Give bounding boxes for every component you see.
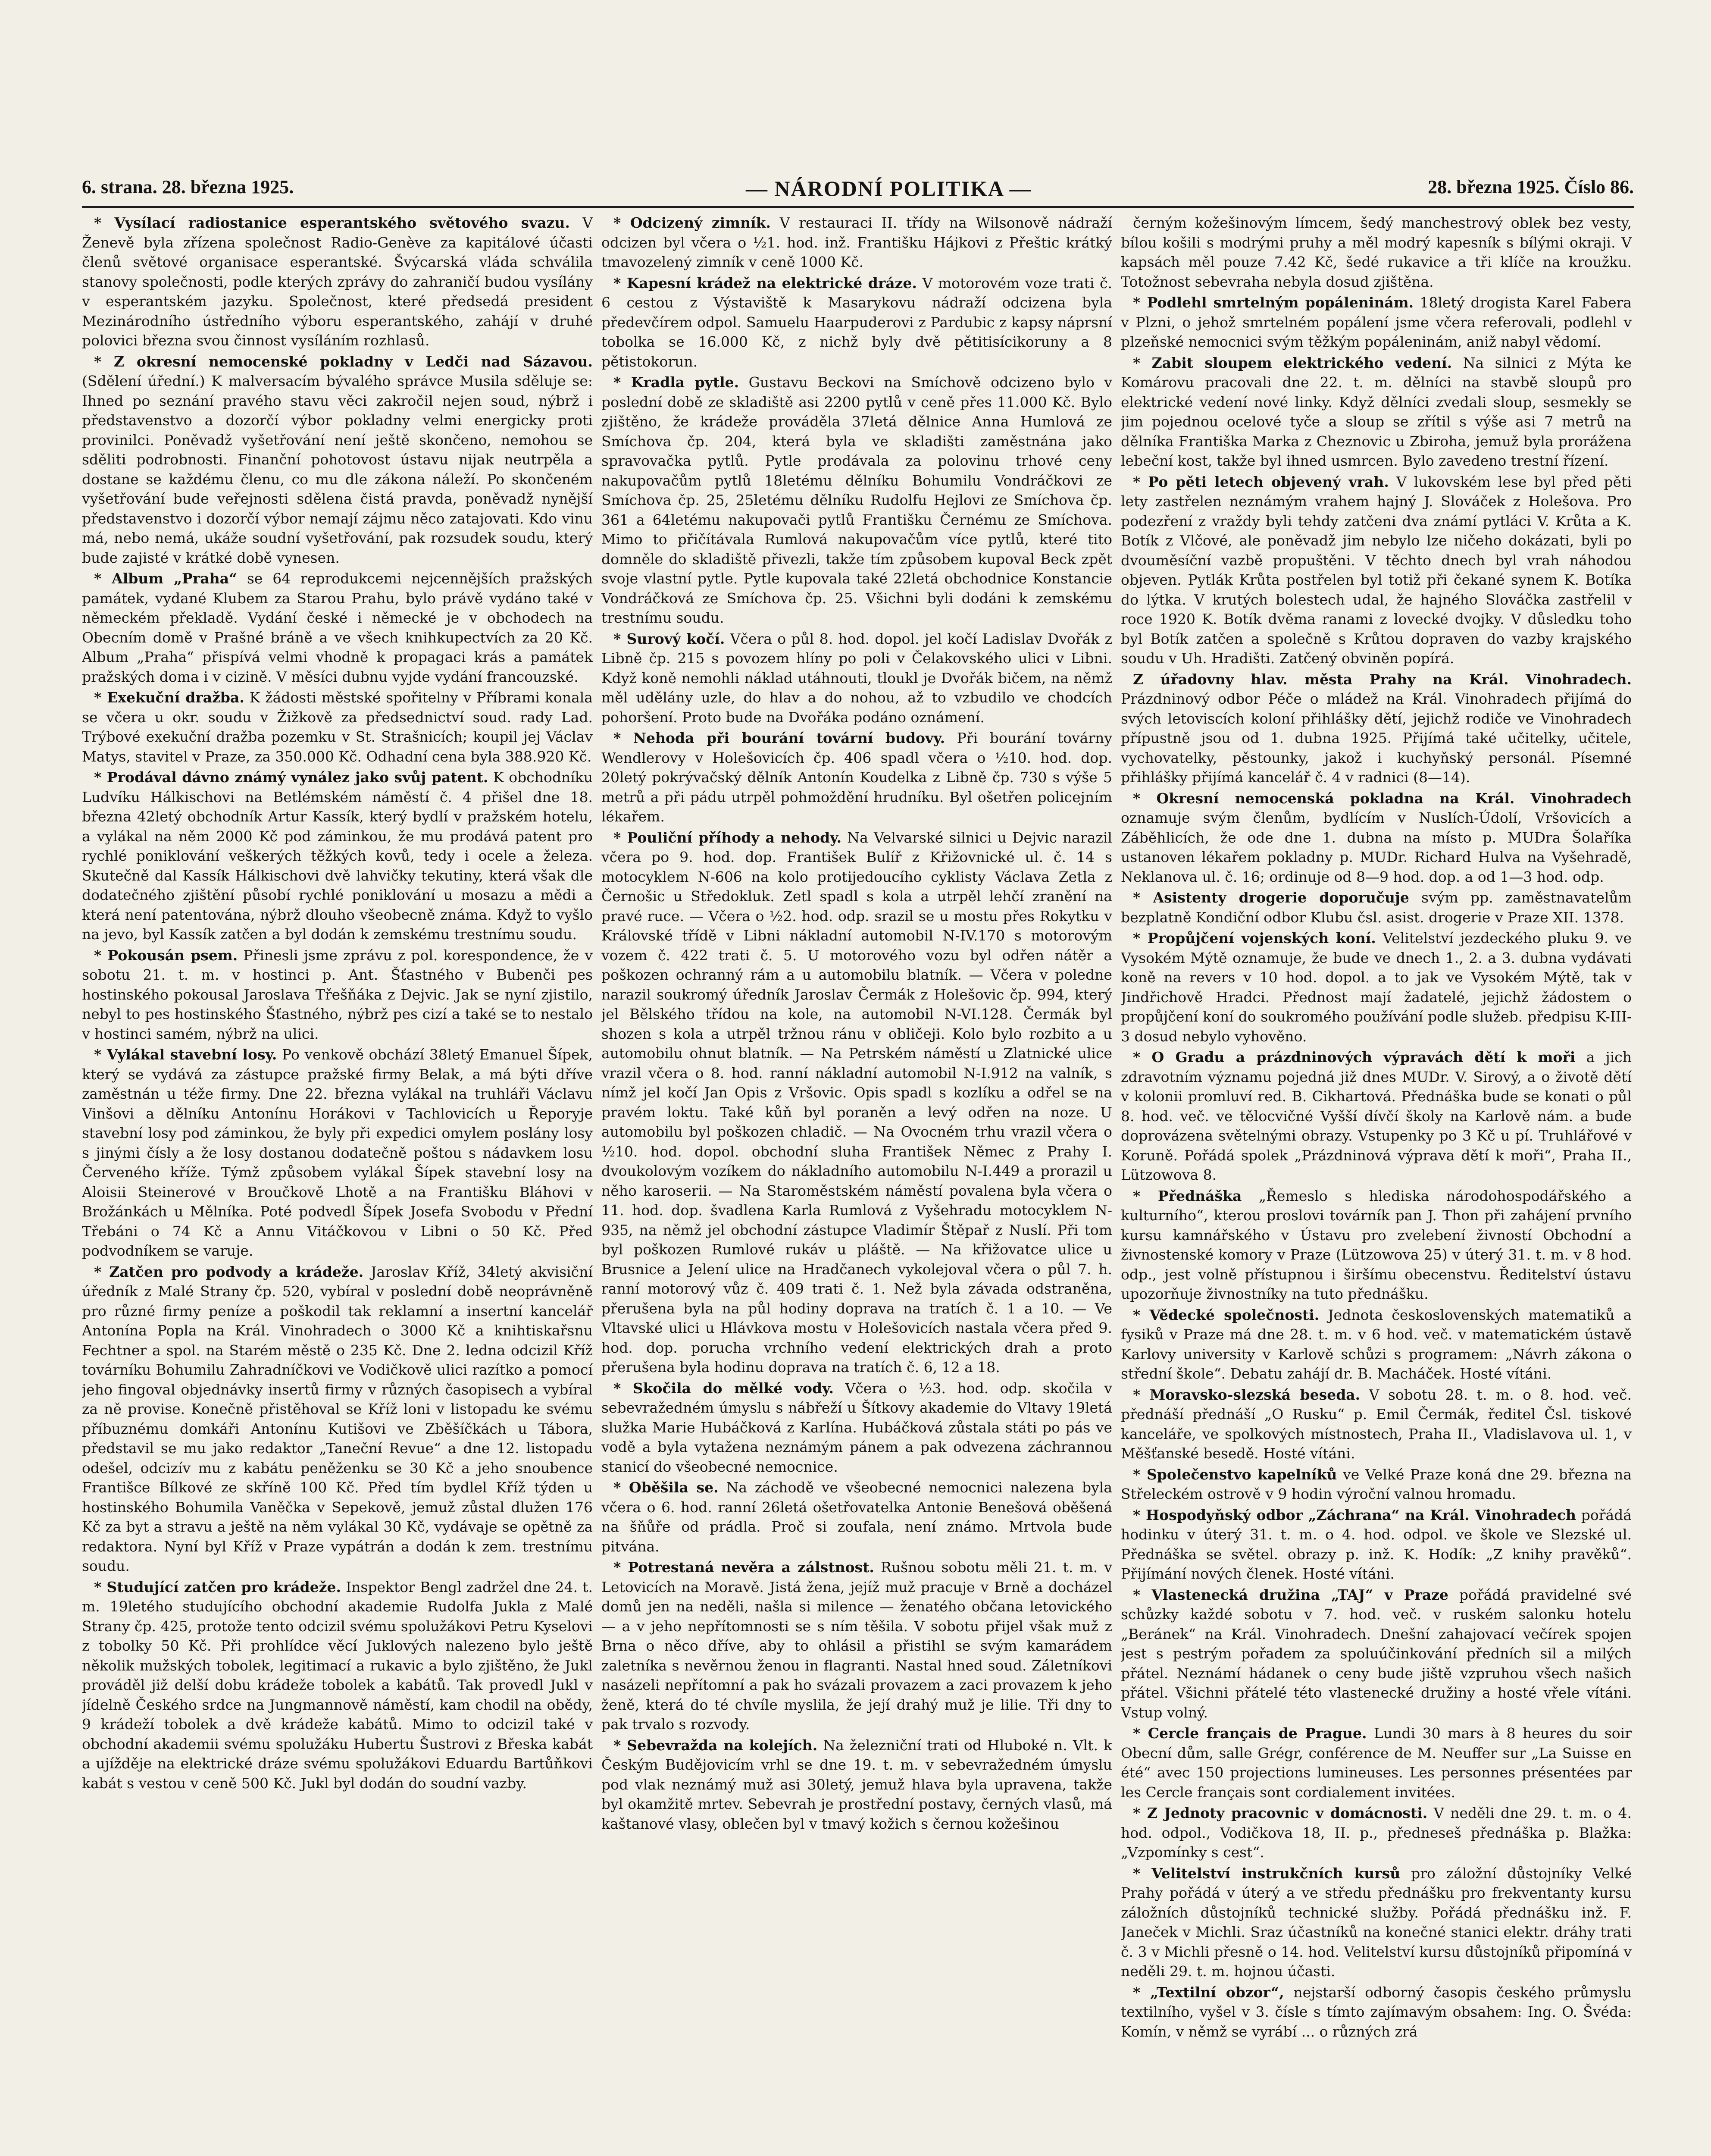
article-body: Prázdninový odbor Péče o mládež na Král. Vinohradech přijímá do svých letoviscích koloní přihlášky dětí, jejichž rodiče ve Vinohradech přípustně jsou od 1. dubna 1925. Přijímá také učitelky, učitele, vychovatelky, pěstounky, jakož i kuchyňský personál. Písemné přihlášky přijímá kancelář č. 4 v radnici (8—14).: [1121, 690, 1632, 786]
column-1: [82, 213, 593, 2156]
article: [1121, 1724, 1632, 1802]
article: [1121, 1465, 1632, 1504]
article-body: V motorovém voze trati č. 6 cestou z Výstaviště k Masarykovu nádraží odcizena byla předevčírem odpol. Samuelu Haarpuderovi z Pardubic z kapsy náprsní tobolka se 16.000 Kč, z nichž byly dvě pětitisícikoruny a 8 pětistokorun.: [601, 274, 1112, 370]
article-headline: * O Gradu a prázdninových výpravách dětí k moři: [1133, 1049, 1576, 1065]
article-headline: * Oběšila se.: [613, 1479, 719, 1496]
article: [1121, 928, 1632, 1046]
article-headline: Z úřadovny hlav. města Prahy na Král. Vinohradech.: [1133, 671, 1632, 688]
article-headline: * Společenstvo kapelníků: [1133, 1466, 1337, 1483]
article-headline: * Moravsko-slezská beseda.: [1133, 1386, 1361, 1403]
article-headline: * Velitelství instrukčních kursů: [1133, 1865, 1401, 1882]
article-body: K obchodníku Ludvíku Hálkischovi na Betlémském náměstí č. 4 přišel dne 18. března 42letý obchodník Artur Kassík, který bydlí v pražském hotelu, a vylákal na něm 2000 Kč pod záminkou, že mu prodává patent pro rychlé poniklování veškerých těžkých kovů, tedy i ocele a železa. Skutečně dal Kassík Hálkischovi dvě lahvičky tekutiny, která však dle dodatečného zjištění působí rychlé poniklování u mosazu a mědi a která není patentována, nýbrž dlouho všeobecně známa. Když to vyšlo na jevo, byl Kassík zatčen a byl dodán k zemskému trestnímu soudu.: [82, 769, 593, 943]
column-2: [601, 213, 1112, 2156]
article-body: Rušnou sobotu měli 21. t. m. v Letovicích na Moravě. Jistá žena, jejíž muž pracuje v Brně a docházel domů jen na neděli, našla si milence — ženatého občana letovického — a v jeho nepřítomnosti se s ním těšila. V sobotu přijel však muž z Brna o něco dříve, aby to ohlásil a přistihl se svým kamarádem zaletníka s nevěrnou ženou in flagranti. Nastal hned soud. Záletníkovi nasázeli nepřítomní a pak ho svázali provazem a zaci provazem k jeho ženě, která do té chvíle myslila, že její drahý muž je lilie. Tři dny to pak trvalo s rozvody.: [601, 1559, 1112, 1733]
article-headline: * Sebevražda na kolejích.: [613, 1736, 818, 1754]
article-headline: * Pouliční příhody a nehody.: [613, 829, 842, 846]
article-body: ve Velké Praze koná dne 29. března na Střeleckém ostrově v 9 hodin výroční valnou hromadu.: [1121, 1466, 1632, 1502]
article: [1121, 1803, 1632, 1862]
article: [601, 273, 1112, 372]
article: [1121, 670, 1632, 787]
article-headline: * Pokousán psem.: [94, 946, 238, 964]
article-body: Jaroslav Kříž, 34letý akvisiční úředník z Malé Strany čp. 520, vybíral v poslední době neoprávněně pro různé firmy peníze a poškodil tak reklamní a insertní kancelář Antonína Popla na Král. Vinohradech o 3000 Kč a knihtiskařsnu Fechtner a spol. na Starém městě o 235 Kč. Dne 2. ledna odcizil Kříž továrníku Bohumilu Zahradníčkovi ve Vodičkově ulici razítko a pomocí jeho fingoval objednávky insertů firmy v různých časopisech a vybíral za ně provise. Konečně přistěhoval se Kříž loni v listopadu ke svému příbuznému domkáři Antonínu Kutišovi ve Zběšíčkách u Tábora, představil se mu jako redaktor „Taneční Revue“ a dne 12. listopadu odešel, odcizív mu z kabátu peněženku se 30 Kč a jeho snoubence Františce Bílkové ze skříně 100 Kč. Před tím bydlel Kříž týden u hostinského Bohumila Vaněčka v Sepekově, jemuž zůstal dlužen 176 Kč za byt a stravu a ještě na něm vylákal 30 Kč, vydávaje se opětně za redaktora. Nyní byl Kříž v Praze vypátrán a dodán k zem. trestnímu soudu.: [82, 1263, 593, 1574]
article-headline: * Zabit sloupem elektrického vedení.: [1133, 354, 1452, 371]
article-headline: * Asistenty drogerie doporučuje: [1133, 889, 1409, 906]
article: [1121, 353, 1632, 471]
article-headline: * Podlehl smrtelným popáleninám.: [1133, 294, 1414, 311]
header-rule: [82, 206, 1634, 208]
article: [1121, 1385, 1632, 1463]
article-headline: * Přednáška: [1133, 1187, 1242, 1204]
article: [82, 213, 593, 351]
article: [1121, 789, 1632, 887]
article-headline: * Zatčen pro podvody a krádeže.: [94, 1263, 364, 1280]
article-headline: * Z okresní nemocenské pokladny v Ledči nad Sázavou.: [94, 353, 593, 370]
article: [82, 688, 593, 766]
article-body: a jich zdravotním významu pojedná již dnes MUDr. V. Sirový, a o životě dětí v kolonii promluví red. B. Cikhartová. Přednáška bude se konati o půl 8. hod. več. ve tělocvičné Vyšší dívčí školy na Karlově nám. a bude doprovázena světelnými obrazy. Vstupenky po 3 Kč u pí. Truhlářové v Koruně. Pořádá spolek „Prázdninová výprava dětí k moři“, Praha II., Lützowova 8.: [1121, 1049, 1632, 1183]
article-body: Lundi 30 mars à 8 heures du soir Obecní dům, salle Grégr, conférence de M. Neuffer sur „La Suisse en été“ avec 150 projections lumineuses. Les personnes présentées par les Cercle français sont cordialement invitées.: [1121, 1725, 1632, 1801]
article-body: Po venkově obchází 38letý Emanuel Šípek, který se vydává za zástupce pražské firmy Belak, a má býti dříve zaměstnán u téže firmy. Dne 22. března vylákal na truhláři Václavu Vinšovi a dělníku Antonínu Horákovi v Tachlovicích u Řeporyje stavební losy pod záminkou, že byly při expedici omylem poslány losy s jinými čísly a že losy dostanou dodatečně poštou s nádavkem losu Červeného kříže. Týmž způsobem vylákal Šípek stavební losy na Aloisii Steinerové v Broučkově Lhotě a na Františku Bláhovi v Brožánkách u Mělníka. Poté podvedl Šípek Josefa Svobodu v Přední Třebáni o 74 Kč a Annu Vitáčkovou v Libni o 50 Kč. Před podvodníkem se varuje.: [82, 1046, 593, 1259]
article: [82, 352, 593, 568]
article-headline: * Cercle français de Prague.: [1133, 1725, 1367, 1742]
article-headline: * Exekuční dražba.: [94, 689, 244, 706]
article: [82, 1577, 593, 1793]
article: [82, 768, 593, 944]
article: [1121, 1983, 1632, 2042]
article-body: Na silnici z Mýta ke Komárovu pracovali dne 22. t. m. dělníci na stavbě sloupů pro elektrické vedení nové linky. Když dělníci zvedali sloup, sesmekly se jim pojednou ocelové tyče a sloup se zřítil s výše asi 7 metrů na dělníka Františka Marka z Cheznovic u Zbiroha, jemuž byla prorážena lebeční kost, takže byl ihned usmrcen. Bylo zavedeno trestní řízení.: [1121, 354, 1632, 469]
article: [601, 1478, 1112, 1556]
article-body: černým kožešinovým límcem, šedý manchestrový oblek bez vesty, bílou košili s modrými pruhy a měl modrý kapesník s bílými okraji. V kapsách měl pouze 7.42 Kč, šedé rukavice a tři klíče na kroužku. Totožnost sebevraha nebyla dosud zjištěna.: [1121, 214, 1632, 290]
article-body: 18letý drogista Karel Fabera v Plzni, o jehož smrtelném popálení jsme včera referovali, podlehl v plzeňské nemocnici svým těžkým popáleninám, aniž nabyl vědomí.: [1121, 294, 1632, 350]
article: [1121, 888, 1632, 927]
article-body: Včera o ½3. hod. odp. skočila v sebevražedném úmyslu s nábřeží u Šítkovy akademie do Vltavy 19letá služka Marie Hubáčková z Karlína. Hubáčková zůstala státi po pás ve vodě a byla vytažena neznámým pánem a pak odvezena záchrannou stanicí do všeobecné nemocnice.: [601, 1379, 1112, 1475]
article: [82, 1045, 593, 1261]
article-headline: * Po pěti letech objevený vrah.: [1133, 473, 1389, 490]
article: [601, 213, 1112, 272]
article-body: Na záchodě ve všeobecné nemocnici nalezena byla včera o 6. hod. ranní 26letá ošetřovatelka Antonie Benešová oběšená na šňůře od prádla. Proč si zoufala, není známo. Mrtvola bude pitvána.: [601, 1479, 1112, 1555]
article: [1121, 1505, 1632, 1584]
article-body: Včera o půl 8. hod. dopol. jel kočí Ladislav Dvořák z Libně čp. 215 s povozem hlíny po poli v Čelakovského ulici v Libni. Když koně nemohli náklad utáhnouti, tloukl je Dvořák bičem, na němž měl udělány uzle, do hlav a do nohou, až to vzbudilo ve chodcích pohoršení. Proto bude na Dvořáka podáno oznámení.: [601, 630, 1112, 726]
article-headline: * Vylákal stavební losy.: [94, 1046, 277, 1063]
article-headline: * Vlastenecká družina „TAJ“ v Praze: [1133, 1586, 1448, 1603]
article-headline: * Kapesní krádež na elektrické dráze.: [613, 274, 917, 291]
article-body: se 64 reprodukcemi nejcennějších pražských památek, vydané Klubem za Starou Prahu, bylo právě vydáno také v německém překladě. Vydání české i německé je v obchodech na Obecním domě v Prašné bráně a ve všech knihkupectvích za 20 Kč. Album „Praha“ přispívá velmi vhodně k propagaci krás a památek pražských doma i v cizině. V měsíci dubnu vyjde vydání francouzské.: [82, 570, 593, 685]
article: [601, 1736, 1112, 1834]
article-body: Při bourání továrny Wendlerovy v Holešovicích čp. 406 spadl včera o ½10. hod. dop. 20letý pokrývačský dělník Antonín Koudelka z Libně čp. 730 s výše 5 metrů a při pádu utrpěl pohmoždění hrudníku. Byl ošetřen policejním lékařem.: [601, 730, 1112, 825]
article: [82, 569, 593, 686]
article: [1121, 1864, 1632, 1981]
article: [1121, 213, 1632, 291]
article-body: Inspektor Bengl zadržel dne 24. t. m. 19letého studujícího obchodní akademie Rudolfa Jukla z Malé Strany čp. 425, protože tento odcizil svému spolužákovi Petru Kyselovi z tobolky 50 Kč. Při prohlídce věcí Juklových nalezeno bylo ještě několik mužských tobolek, legitimací a rukavic a bylo zjištěno, že Jukl prováděl již delší dobu krádeže tobolek a kabátů. Tak provedl Jukl v jídelně Českého srdce na Jungmannově náměstí, kam chodil na obědy, 9 krádeží tobolek a dvě krádeže kabátů. Mimo to odcizil také v obchodní akademii svému spolužáku Hubertu Šustrovi z Břeska kabát a ujížděje na elektrické dráze svému spolužákovi Eduardu Bartůňkovi kabát s vestou v ceně 500 Kč. Jukl byl dodán do soudní vazby.: [82, 1578, 593, 1792]
article: [82, 946, 593, 1044]
header-left: 6. strana. 28. března 1925.: [82, 176, 294, 197]
article-body: Gustavu Beckovi na Smíchově odcizeno bylo v poslední době ze skladiště asi 2200 pytlů v ceně přes 11.000 Kč. Bylo zjištěno, že krádeže prováděla 37letá dělnice Anna Humlová ze Smíchova čp. 204, která byla ve skladišti zaměstnána jako spravovačka pytlů. Pytle prodávala za polovinu trhové ceny nakupovačům pytlů 18letému dělníku Bohumilu Vondráčkovi ze Smíchova čp. 25, 25letému dělníku Rudolfu Hejlovi ze Smíchova čp. 361 a 64letému nakupovači pytlů Františku Černému ze Smíchova. Mimo to přičítávala Rumlová nakupovačům více pytlů, které tito domněle do skladiště přivezli, takže tím způsobem kupoval Beck zpět svoje vlastní pytle. Pytle kupovala také 22letá obchodnice Konstancie Vondráčková ze Smíchova čp. 25. Všichni byli dodáni k zemskému trestnímu soudu.: [601, 374, 1112, 626]
article-headline: * Surový kočí.: [613, 630, 725, 647]
article-body: Přinesli jsme zprávu z pol. korespondence, že v sobotu 21. t. m. v hostinci p. Ant. Šťastného v Bubenči pes hostinského pokousal Jaroslava Třešňáka z Dejvic. Jak se nyní zjistilo, nebyl to pes hostinského Šťastného, nýbrž pes cizí a také se to nestalo v hostinci samém, nýbrž na ulici.: [82, 946, 593, 1042]
article-headline: * Okresní nemocenská pokladna na Král. Vinohradech: [1133, 790, 1632, 807]
page-header: [82, 176, 1634, 206]
article-headline: * Studující zatčen pro krádeže.: [94, 1578, 341, 1595]
article-headline: * Propůjčení vojenských koní.: [1133, 930, 1376, 946]
article-headline: * Kradla pytle.: [613, 374, 739, 391]
article: [601, 1379, 1112, 1477]
article: [1121, 1047, 1632, 1185]
header-right: 28. března 1925. Číslo 86.: [1428, 176, 1634, 197]
column-3: [1121, 213, 1632, 2156]
article-body: pořádá hodinku v úterý 31. t. m. o 4. hod. odpol. ve škole ve Slezské ul. Přednáška se světel. obrazy p. inž. K. Hodík: „Z knihy pravěků“. Přijímání nových členek. Hosté vítáni.: [1121, 1506, 1632, 1582]
article-headline: * Nehoda při bourání tovární budovy.: [613, 730, 945, 746]
article-body: (Sdělení úřední.) K malversacím bývalého správce Musila sděluje se: Ihned po seznání pravého stavu věci zakročil nejen soud, nýbrž i představenstvo a dozorčí výbor pokladny velmi energicky proti provinilci. Poněvadž vyšetřování není ještě skončeno, nemohou se sděliti podrobnosti. Finanční pohotovost ústavu nijak neutrpěla a dostane se každému členu, co mu dle zákona náleží. Po skončeném vyšetřování bude veřejnosti sdělena čistá pravda, poněvadž nynější představenstvo i dozorčí výbor nemají zájmu něco zatajovati. Kdo vinu má, nebo nemá, ukáže soudní vyšetřování, pak rozsudek soudu, který bude zajisté v krátké době vynesen.: [82, 373, 593, 566]
article-body: Na Velvarské silnici u Dejvic narazil včera po 9. hod. dop. František Bulíř z Křižovnické ul. č. 14 s motocyklem N-606 na kolo protijedoucího cyklisty Václava Zetla z Černošic u Středokluk. Zetl spadl s kola a utrpěl lehčí zranění na pravé ruce. — Včera o ½2. hod. odp. srazil se u mostu přes Rokytku v Královské třídě v Libni nákladní automobil N-IV.170 s motorovým vozem č. 422 trati č. 5. U motorového vozu byl odřen nátěr a poškozen ochranný rám a u automobilu blatník. — Včera v poledne narazil soukromý úředník Jaroslav Čermák z Holešovic čp. 994, který jel Bělského třídou na kole, na automobil N-VI.128. Čermák byl shozen s kola a utrpěl tržnou ránu v obličeji. Kolo bylo rozbito a u automobilu ohnut blatník. — Na Petrském náměstí u Zlatnické ulice vrazil včera o 8. hod. ranní nákladní automobil N-I.912 na valník, s nímž jel kočí Jan Opis z Vršovic. Opis spadl s kozlíku a odřel se na pravém loktu. Také kůň byl poraněn a levý odřen na noze. U automobilu byl poškozen chladič. — Na Ovocném trhu vrazil včera o ½10. hod. dopol. obchodní sluha František Němec z Prahy I. dvoukolovým vozíkem do nákladního automobilu N-I.449 a prorazil u něho karoserii. — Na Staroměstském náměstí povalena byla včera o 11. hod. dop. švadlena Karla Rumlová z Vyšehradu motocyklem N-935, na němž jel obchodní zástupce Vladimír Štěpař z Nuslí. Při tom byl poškozen Rumlové rukáv u pláště. — Na křižovatce ulice u Brusnice a Jelení ulice na Hradčanech vykolejoval včera o půl 7. h. ranní motorový vůz č. 409 trati č. 1. Než byla závada odstraněna, přerušena byla na půl hodiny doprava na tratích č. 1 a 10. — Ve Vltavské ulici u Hlávkova mostu v Holešovicích nastala včera před 9. hod. dop. porucha vrchního vedení elektrických drah a proto přerušena byla hodinu doprava na tratích č. 6, 12 a 18.: [601, 829, 1112, 1376]
article-headline: * Skočila do mělké vody.: [613, 1379, 834, 1397]
article-headline: * Hospodyňský odbor „Záchrana“ na Král. Vinohradech: [1133, 1506, 1576, 1523]
article-body: V sobotu 28. t. m. o 8. hod. več. přednáší přednáší „O Rusku“ p. Emil Čermák, ředitel Čsl. tiskové kanceláře, ve spolkových místnostech, Praha II., Vladislavova ul. 1, v Měšťanské besedě. Hosté vítáni.: [1121, 1386, 1632, 1462]
article-headline: * Odcizený zimník.: [613, 214, 771, 231]
article-body: Jednota československých matematiků a fysiků v Praze má dne 28. t. m. v 6 hod. več. v matematickém ústavě Karlovy university v Karlově schůzi s programem: „Návrh zákona o střední škole“. Debatu zahájí dr. B. Macháček. Hosté vítáni.: [1121, 1306, 1632, 1382]
article: [1121, 1186, 1632, 1304]
masthead-title: — NÁRODNÍ POLITIKA —: [746, 176, 1032, 201]
article-body: nejstarší odborný časopis českého průmyslu textilního, vyšel v 3. čísle s tímto zajímavým obsahem: Ing. O. Švéda: Komín, v němž se vyrábí ... o různých zrá: [1121, 1984, 1632, 2040]
article: [601, 373, 1112, 628]
article-body: pro záložní důstojníky Velké Prahy pořádá v úterý a ve středu přednášku pro frekventanty kursu záložních důstojníků technické služby. Pořádá přednášku inž. F. Janeček v Michli. Sraz účastníků na konečné stanici elektr. dráhy trati č. 3 v Michli přesně o 14. hod. Velitelství kursu důstojníků připomíná v neděli 29. t. m. hojnou účasti.: [1121, 1865, 1632, 1980]
article-body: pořádá pravidelné své schůzky každé sobotu v 7. hod. več. v ruském salonku hotelu „Beránek“ na Král. Vinohradech. Dnešní zahajovací večírek spojen jest s pestrým pořadem za spoluúčinkování předních sil a milých přátel. Neznámí hádanek o ceny bude jiště vzpruhou všech našich přátel. Všichni přátelé této vlastenecké družiny a hosté vřele vítáni. Vstup volný.: [1121, 1586, 1632, 1721]
article-body: V lukovském lese byl před pěti lety zastřelen neznámým vrahem hajný J. Slováček z Holešova. Pro podezření z vraždy byli tehdy zatčeni dva známí pytláci V. Krůta a K. Botík z Vlčové, ale poněvadž jim nebylo lze ničeho dokázati, byli po dvouměsíční vazbě propuštěni. V těchto dnech byl vrah náhodou objeven. Pytlák Krůta postřelen byl totiž při čekané synem K. Botíka do lýtka. V krutých bolestech udal, že hajného Slováčka zastřelil v roce 1920 K. Botík dvěma ranami z lovecké dvojky. V důsledku toho byl Botík zatčen a společně s Krůtou dopraven do vazby krajského soudu v Uh. Hradišti. Zatčený obviněn popírá.: [1121, 473, 1632, 667]
article-headline: * Potrestaná nevěra a zálstnost.: [613, 1559, 874, 1576]
article-headline: * Prodával dávno známý vynález jako svůj patent.: [94, 769, 488, 786]
article-headline: * „Textilní obzor“,: [1133, 1984, 1284, 2001]
article: [601, 828, 1112, 1377]
article-body: Na železniční trati od Hluboké n. Vlt. k Českým Budějovicím vrhl se dne 19. t. m. v sebevražedném úmyslu pod vlak neznámý muž asi 30letý, jemuž hlava byla upravena, takže byl okamžitě mrtev. Sebevrah je prostřední postavy, černých vlasů, má kaštanové vlasy, oblečen byl v tmavý kožich s černou kožešinou: [601, 1736, 1112, 1832]
article-headline: * Vysílací radiostanice esperantského světového svazu.: [94, 214, 570, 231]
article-body: oznamuje svým členům, bydlícím v Nuslích-Údolí, Vršovicích a Záběhlicích, že ode dne 1. dubna na místo p. MUDra Šolaříka ustanoven lékařem pokladny p. MUDr. Richard Hulva na Vyšehradě, Neklanova ul. č. 16; ordinuje od 8—9 hod. dop. a od 1—3 hod. odp.: [1121, 809, 1632, 885]
article-body: V neděli dne 29. t. m. o 4. hod. odpol., Vodičkova 18, II. p., předneseš přednáška p. Blažka: „Vzpomínky s cest“.: [1121, 1805, 1632, 1861]
article: [1121, 472, 1632, 668]
article: [601, 1557, 1112, 1734]
article-body: K žádosti městské spořitelny v Příbrami konala se včera u okr. soudu v Žižkově za předsednictví soud. rady Lad. Trýbové exekuční dražba pozemku v St. Strašnicích; koupil jej Václav Matys, stavitel v Praze, za 350.000 Kč. Odhadní cena byla 388.920 Kč.: [82, 689, 593, 765]
article: [1121, 293, 1632, 352]
article: [1121, 1585, 1632, 1723]
article-headline: * Z Jednoty pracovnic v domácnosti.: [1133, 1805, 1428, 1821]
article-headline: * Vědecké společnosti.: [1133, 1306, 1320, 1323]
article: [601, 629, 1112, 727]
article-body: svým pp. zaměstnavatelům bezplatně Kondiční odbor Klubu čsl. asist. drogerie v Praze XII. 1378.: [1121, 889, 1632, 926]
article-body: V Ženevě byla zřízena společnost Radio-Genève za kapitálové účasti členů světové organisace esperantské. Švýcarská vláda schválila stanovy společnosti, podle kterých zprávy do zahraničí budou vysílány v esperantském jazyku. Společnost, které předsedá president Mezinárodního ústředního výboru esperantského, zahájí v druhé polovici března svou činnost vysíláním rozhlasů.: [82, 214, 593, 349]
article: [82, 1262, 593, 1576]
article: [1121, 1305, 1632, 1384]
article-body: V restauraci II. třídy na Wilsonově nádraží odcizen byl včera o ½1. hod. inž. Františku Hájkovi z Přeštic krátký tmavozelený zimník v ceně 1000 Kč.: [601, 214, 1112, 270]
article-body: „Řemeslo s hlediska národohospodářského a kulturního“, kterou proslovi továrník pan J. Thon při zahájení prvního kursu kamnářského v Ústavu pro zvelebení živností Obchodní a živnostenské komory v Praze (Lützowova 25) v úterý 31. t. m. v 8 hod. odp., jest volně přístupnou i širšímu obecenstvu. Ředitelství ústavu upozorňuje živnostníky na tuto přednášku.: [1121, 1187, 1632, 1302]
article: [601, 728, 1112, 827]
article-body: Velitelství jezdeckého pluku 9. ve Vysokém Mýtě oznamuje, že bude ve dnech 1., 2. a 3. dubna vydávati koně na revers v 10 hod. dopol. a to jak ve Vysokém Mýtě, tak v Jindřichově Hradci. Přednost mají žadatelé, jejichž žádostem o propůjčení koní do soukromého používání podle služeb. předpisu K-III-3 dosud nebylo vyhověno.: [1121, 930, 1632, 1045]
article-headline: * Album „Praha“: [94, 570, 238, 587]
